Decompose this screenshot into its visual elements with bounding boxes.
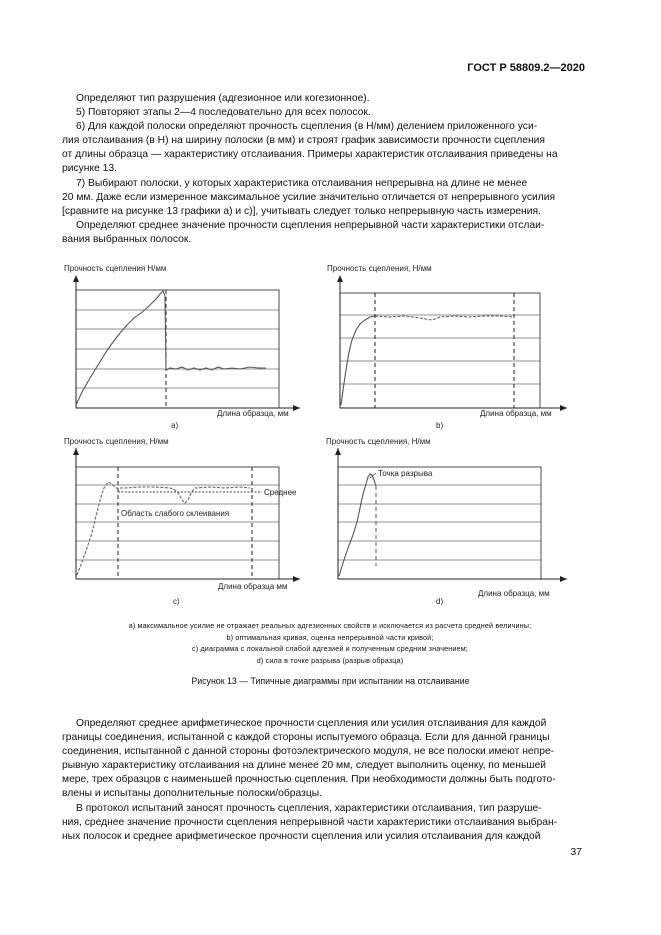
plot-a	[64, 264, 300, 430]
text-block-bottom	[62, 717, 585, 844]
paragraph-line: 7) Выбирают полоски, у которых характеристика отслаивания непрерывна на длине не менее	[76, 177, 528, 189]
caption-line: b) оптимальная кривая, оценка непрерывной части кривой;	[226, 632, 434, 642]
paragraph-line: границы соединения, испытанной с каждой стороны испытуемого образца. Если для данной границы	[62, 732, 550, 744]
paragraph-line: соединения, испытанной с данной стороны фотоэлектрического модуля, не все полоски имеют непре-	[62, 746, 555, 758]
paragraph-line: [сравните на рисунке 13 графики а) и с)], учитывать следует только непрерывную часть измерения.	[62, 205, 541, 217]
plot-b-grid	[340, 293, 540, 408]
paragraph-line: рисунке 13.	[62, 163, 117, 175]
plot-b	[327, 264, 567, 430]
plot-d-y-arrow	[335, 448, 341, 455]
plot-b-y-arrow	[337, 275, 343, 282]
document-id: ГОСТ Р 58809.2—2020	[467, 62, 585, 74]
plot-c	[64, 437, 300, 606]
plot-b-tag: b)	[436, 421, 444, 430]
plot-a-x-arrow	[293, 405, 300, 411]
plot-a-gridlines	[76, 310, 279, 388]
plot-d-xlabel: Длина образца, мм	[478, 589, 550, 598]
paragraph-line: 6) Для каждой полоски определяют прочность сцепления (в Н/мм) делением приложенного уси-	[76, 121, 538, 133]
plot-d-grid	[338, 467, 541, 579]
plot-b-ylabel: Прочность сцепления, Н/мм	[327, 264, 432, 273]
plot-c-tag: с)	[173, 597, 180, 606]
plot-b-gridlines	[340, 315, 540, 384]
paragraph-line: лия отслаивания (в Н) на ширину полоски (в мм) и строят график зависимости прочности сцепления	[62, 135, 546, 147]
plot-d-break-label: Точка разрыва	[378, 469, 433, 478]
plot-c-ylabel: Прочность сцепления, Н/мм	[64, 437, 169, 446]
paragraph-line: 20 мм. Даже если измеренное максимальное усилие значительно отличается от непрерывного усилия	[62, 191, 556, 203]
paragraph-line: ния, среднее значение прочности сцепления непрерывной части характеристики отслаивания выбран-	[62, 816, 558, 828]
plot-b-plateau	[375, 316, 514, 320]
plot-d-tag: d)	[436, 597, 444, 606]
paragraph-line: от длины образца — характеристику отслаивания. Примеры характеристик отслаивания приведены на	[62, 149, 558, 161]
plot-c-xlabel: Длина образца мм	[218, 582, 288, 591]
plot-d-curve	[339, 474, 376, 576]
plot-d-gridlines	[338, 485, 541, 560]
plot-a-y-arrow	[73, 275, 79, 282]
plot-d-x-arrow	[560, 576, 567, 582]
paragraph-line: влены и испытаны дополнительные полоски/образцы.	[62, 788, 323, 800]
plot-a-ylabel: Прочность сцепления Н/мм	[64, 264, 167, 273]
plot-c-x-arrow	[293, 576, 300, 582]
paragraph-line: вания выбранных полосок.	[62, 233, 192, 245]
paragraph-line: Определяют среднее арифметическое прочности сцепления или усилия отслаивания для каждой	[76, 718, 547, 729]
plot-c-weak-bond-label: Область слабого склеивания	[121, 509, 230, 518]
plot-d-ylabel: Прочность сцепления, Н/мм	[326, 437, 431, 446]
plot-a-xlabel: Длина образца, мм	[217, 409, 289, 418]
figure-captions	[60, 620, 600, 666]
plot-d	[326, 437, 567, 606]
plot-c-y-arrow	[73, 448, 79, 455]
caption-line: d) сила в точке разрыва (разрыв образца)	[256, 655, 404, 665]
plot-c-curve	[77, 482, 250, 575]
plot-c-gridlines	[76, 485, 279, 560]
page-number: 37	[570, 846, 582, 858]
paragraph-line: Определяют тип разрушения (адгезионное или когезионное).	[76, 93, 370, 104]
caption-line: а) максимальное усилие не отражает реальных адгезионных свойств и исключается из расчета средней величины;	[128, 621, 532, 630]
paragraph-line: В протокол испытаний заносят прочность сцепления, характеристики отслаивания, тип разруше-	[76, 802, 542, 814]
paragraph-line: 5) Повторяют этапы 2—4 последовательно для всех полосок.	[76, 107, 371, 119]
paragraph-line: ных полосок и среднее арифметическое прочности сцепления или усилия отслаивания для каждой	[62, 830, 541, 842]
paragraph-line: рывную характеристику отслаивания на длине менее 20 мм, следует выполнить оценку, по меньшей	[62, 760, 547, 772]
plot-a-tag: а)	[171, 421, 179, 430]
plot-b-xlabel: Длина образца, мм	[480, 409, 552, 418]
plot-b-x-arrow	[560, 405, 567, 411]
plot-b-curve	[341, 316, 375, 405]
plot-c-average-label: Среднее	[264, 488, 297, 497]
caption-line: с) диаграмма с локальной слабой адгезией и полученным средним значением;	[192, 644, 468, 653]
paragraph-line: Определяют среднее значение прочности сцепления непрерывной части характеристики отслаи-	[76, 219, 545, 231]
paragraph-line: мере, трех образцов с наименьшей прочностью сцепления. При необходимости должны быть подгото-	[62, 774, 556, 786]
figure-title: Рисунок 13 — Типичные диаграммы при испытании на отслаивание	[191, 676, 470, 686]
